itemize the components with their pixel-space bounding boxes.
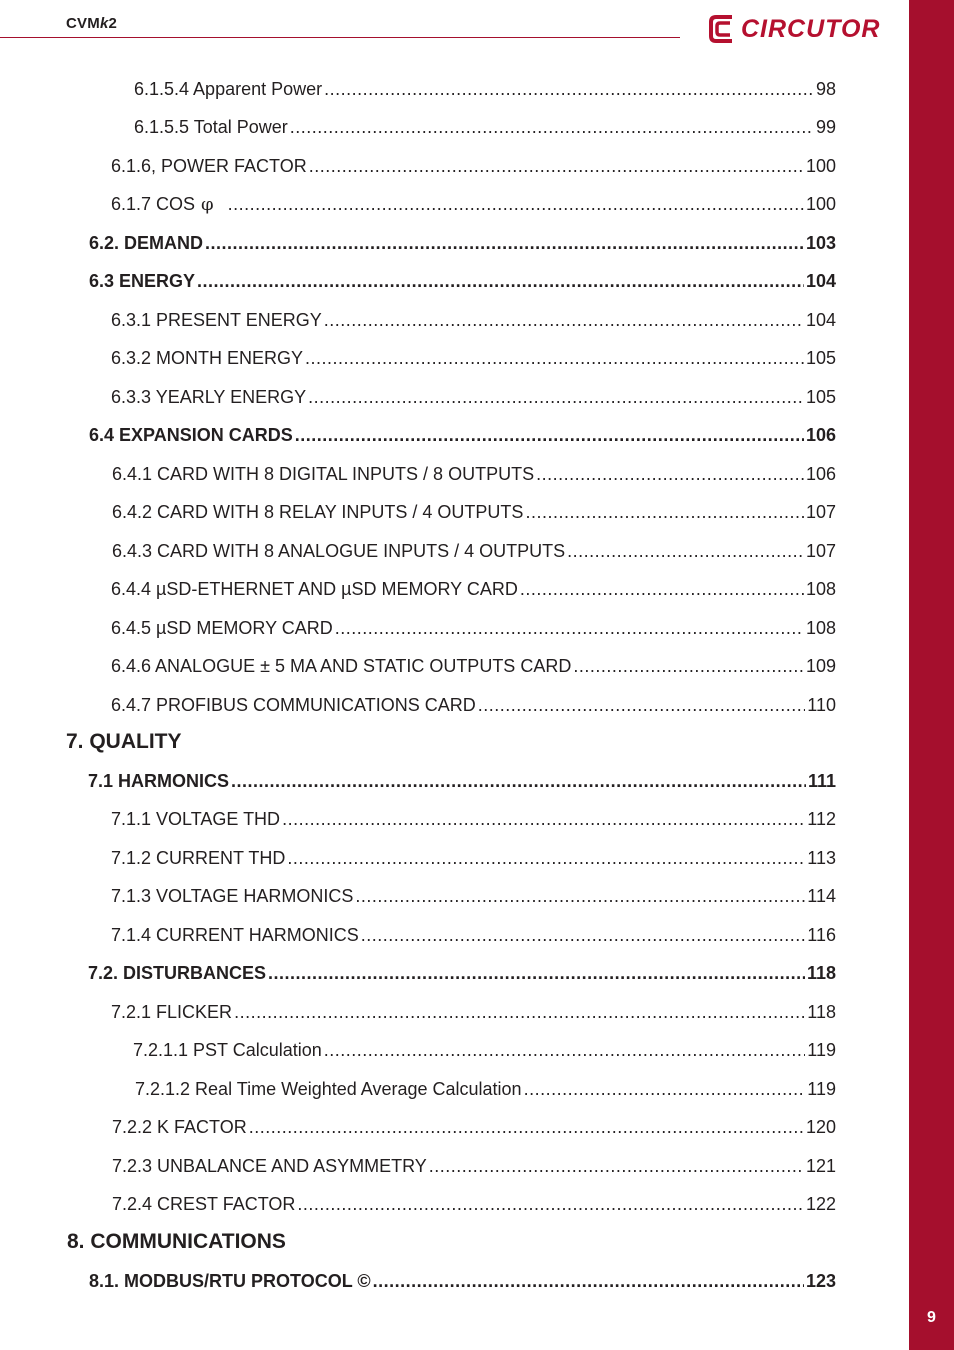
toc-entry-page: 108 xyxy=(805,579,836,599)
dot-leader xyxy=(567,539,804,563)
toc-entry[interactable] xyxy=(112,462,836,486)
dot-leader xyxy=(309,154,804,178)
toc-entry-page: 116 xyxy=(807,925,836,945)
toc-chapter-title: 7. QUALITY xyxy=(66,730,182,753)
document-model-name: CVMk2 xyxy=(66,15,118,32)
toc-entry-page: 113 xyxy=(807,848,836,868)
brand-logo xyxy=(707,12,880,46)
dot-leader xyxy=(373,1269,804,1293)
toc-entry[interactable] xyxy=(133,1038,836,1062)
toc-entry-label: 7.2.1 FLICKER xyxy=(111,1002,233,1022)
toc-entry-label: 7.1.2 CURRENT THD xyxy=(111,848,286,868)
toc-entry[interactable] xyxy=(111,807,836,831)
toc-entry-label: 7.2.2 K FACTOR xyxy=(112,1117,247,1137)
toc-entry-page: 107 xyxy=(805,502,836,522)
phi-symbol: φ xyxy=(201,194,214,215)
toc-entry[interactable] xyxy=(111,1000,836,1024)
toc-entry-page: 109 xyxy=(805,656,836,676)
toc-entry[interactable] xyxy=(135,1077,836,1101)
toc-entry-page: 105 xyxy=(805,348,836,368)
toc-entry-page: 119 xyxy=(807,1040,836,1060)
toc-entry[interactable] xyxy=(111,884,836,908)
toc-entry-page: 105 xyxy=(805,387,836,407)
toc-entry[interactable] xyxy=(112,1154,836,1178)
dot-leader xyxy=(324,1038,806,1062)
toc-entry-page: 107 xyxy=(805,541,836,561)
toc-chapter[interactable] xyxy=(67,1230,836,1254)
toc-chapter-title: 8. COMMUNICATIONS xyxy=(67,1230,286,1253)
dot-leader xyxy=(324,308,804,332)
toc-entry-page: 110 xyxy=(807,695,836,715)
toc-entry-label: 6.4.3 CARD WITH 8 ANALOGUE INPUTS / 4 OUTPUTS xyxy=(112,541,566,561)
toc-entry-page: 114 xyxy=(807,886,836,906)
page-number: 9 xyxy=(927,1309,936,1326)
toc-entry-page: 100 xyxy=(805,156,836,176)
toc-entry-label: 6.3.1 PRESENT ENERGY xyxy=(111,310,322,330)
toc-entry-label: 7.2.4 CREST FACTOR xyxy=(112,1194,296,1214)
toc-section-label: 6.3 ENERGY xyxy=(89,271,196,291)
dot-leader xyxy=(297,1192,804,1216)
toc-section-page: 106 xyxy=(805,425,836,445)
toc-entry-page: 98 xyxy=(815,79,836,99)
toc-entry-label: 6.3.3 YEARLY ENERGY xyxy=(111,387,307,407)
toc-entry[interactable] xyxy=(111,923,836,947)
toc-entry-label: 6.4.6 ANALOGUE ± 5 MA AND STATIC OUTPUTS CARD xyxy=(111,656,572,676)
header-rule xyxy=(0,37,680,38)
toc-entry-label: 7.2.3 UNBALANCE AND ASYMMETRY xyxy=(112,1156,427,1176)
dot-leader xyxy=(335,616,804,640)
toc-entry[interactable] xyxy=(112,1192,836,1216)
toc-section[interactable] xyxy=(89,423,836,447)
toc-entry[interactable] xyxy=(111,346,836,370)
dot-leader xyxy=(524,1077,806,1101)
toc-entry-page: 112 xyxy=(807,809,836,829)
toc-entry-label: 6.4.1 CARD WITH 8 DIGITAL INPUTS / 8 OUTPUTS xyxy=(112,464,535,484)
dot-leader xyxy=(308,385,804,409)
brand-name: CIRCUTOR xyxy=(741,15,881,43)
toc-section-label: 7.2. DISTURBANCES xyxy=(88,963,267,983)
toc-entry-label: 6.4.2 CARD WITH 8 RELAY INPUTS / 4 OUTPUTS xyxy=(112,502,524,522)
toc-entry-page: 121 xyxy=(805,1156,836,1176)
dot-leader xyxy=(249,1115,804,1139)
toc-entry-page: 108 xyxy=(805,618,836,638)
toc-section-page: 104 xyxy=(805,271,836,291)
toc-entry-label: 7.1.3 VOLTAGE HARMONICS xyxy=(111,886,354,906)
toc-section-label: 7.1 HARMONICS xyxy=(88,771,230,791)
toc-entry-label: 6.1.7 COS xyxy=(111,194,196,214)
toc-entry[interactable] xyxy=(112,539,836,563)
toc-entry[interactable] xyxy=(111,154,836,178)
toc-entry-label: 7.2.1.2 Real Time Weighted Average Calculation xyxy=(135,1079,522,1099)
toc-entry-label: 7.1.4 CURRENT HARMONICS xyxy=(111,925,359,945)
toc-entry[interactable] xyxy=(111,385,836,409)
dot-leader xyxy=(355,884,805,908)
toc-entry-label: 6.1.5.5 Total Power xyxy=(134,117,288,137)
dot-leader xyxy=(228,192,804,216)
toc-entry-page: 122 xyxy=(805,1194,836,1214)
toc-entry[interactable] xyxy=(111,308,836,332)
toc-entry-label: 7.1.1 VOLTAGE THD xyxy=(111,809,281,829)
toc-entry-label: 6.1.6, POWER FACTOR xyxy=(111,156,307,176)
toc-entry-label: 6.1.5.4 Apparent Power xyxy=(134,79,323,99)
toc-entry[interactable] xyxy=(112,1115,836,1139)
dot-leader xyxy=(573,654,804,678)
dot-leader xyxy=(536,462,804,486)
dot-leader xyxy=(520,577,804,601)
toc-entry-label: 6.3.2 MONTH ENERGY xyxy=(111,348,304,368)
toc-entry[interactable] xyxy=(111,846,836,870)
toc-section-page: 118 xyxy=(806,963,836,983)
toc-entry-label: 6.4.7 PROFIBUS COMMUNICATIONS CARD xyxy=(111,695,476,715)
dot-leader xyxy=(324,77,814,101)
dot-leader xyxy=(429,1154,804,1178)
toc-entry-label: 7.2.1.1 PST Calculation xyxy=(133,1040,322,1060)
dot-leader xyxy=(290,115,814,139)
toc-section[interactable] xyxy=(88,769,836,793)
dot-leader xyxy=(268,961,805,985)
toc-entry[interactable] xyxy=(111,577,836,601)
toc-entry[interactable] xyxy=(111,693,836,717)
toc-section-page: 123 xyxy=(805,1271,836,1291)
dot-leader xyxy=(231,769,806,793)
toc-entry-page: 106 xyxy=(805,464,836,484)
toc-entry-page: 99 xyxy=(815,117,836,137)
toc-section[interactable] xyxy=(89,231,836,255)
toc-entry[interactable] xyxy=(111,654,836,678)
toc-section-page: 103 xyxy=(805,233,836,253)
toc-section[interactable] xyxy=(89,269,836,293)
dot-leader xyxy=(287,846,805,870)
circutor-logo-icon xyxy=(707,13,737,45)
dot-leader xyxy=(205,231,804,255)
toc-section[interactable] xyxy=(88,961,836,985)
toc-section-page: 111 xyxy=(807,771,836,791)
dot-leader xyxy=(282,807,805,831)
toc-entry-page: 118 xyxy=(807,1002,836,1022)
toc-section-label: 6.4 EXPANSION CARDS xyxy=(89,425,293,445)
toc-entry[interactable] xyxy=(111,616,836,640)
dot-leader xyxy=(234,1000,805,1024)
toc-entry-page: 120 xyxy=(805,1117,836,1137)
dot-leader xyxy=(305,346,804,370)
dot-leader xyxy=(478,693,806,717)
toc-entry-label: 6.4.5 µSD MEMORY CARD xyxy=(111,618,333,638)
toc-entry[interactable] xyxy=(112,500,836,524)
dot-leader xyxy=(295,423,804,447)
toc-section-label: 8.1. MODBUS/RTU PROTOCOL © xyxy=(89,1271,371,1291)
dot-leader xyxy=(361,923,806,947)
toc-chapter[interactable] xyxy=(66,730,836,754)
toc-entry-page: 119 xyxy=(807,1079,836,1099)
toc-section[interactable] xyxy=(89,1269,836,1293)
dot-leader xyxy=(197,269,804,293)
toc-entry-label: 6.4.4 µSD-ETHERNET AND µSD MEMORY CARD xyxy=(111,579,518,599)
toc-entry[interactable] xyxy=(134,115,836,139)
toc-entry-page: 100 xyxy=(805,194,836,214)
dot-leader xyxy=(525,500,804,524)
toc-entry-page: 104 xyxy=(805,310,836,330)
toc-entry[interactable] xyxy=(111,192,836,216)
side-band xyxy=(909,0,954,1350)
toc-section-label: 6.2. DEMAND xyxy=(89,233,204,253)
toc-entry[interactable] xyxy=(134,77,836,101)
